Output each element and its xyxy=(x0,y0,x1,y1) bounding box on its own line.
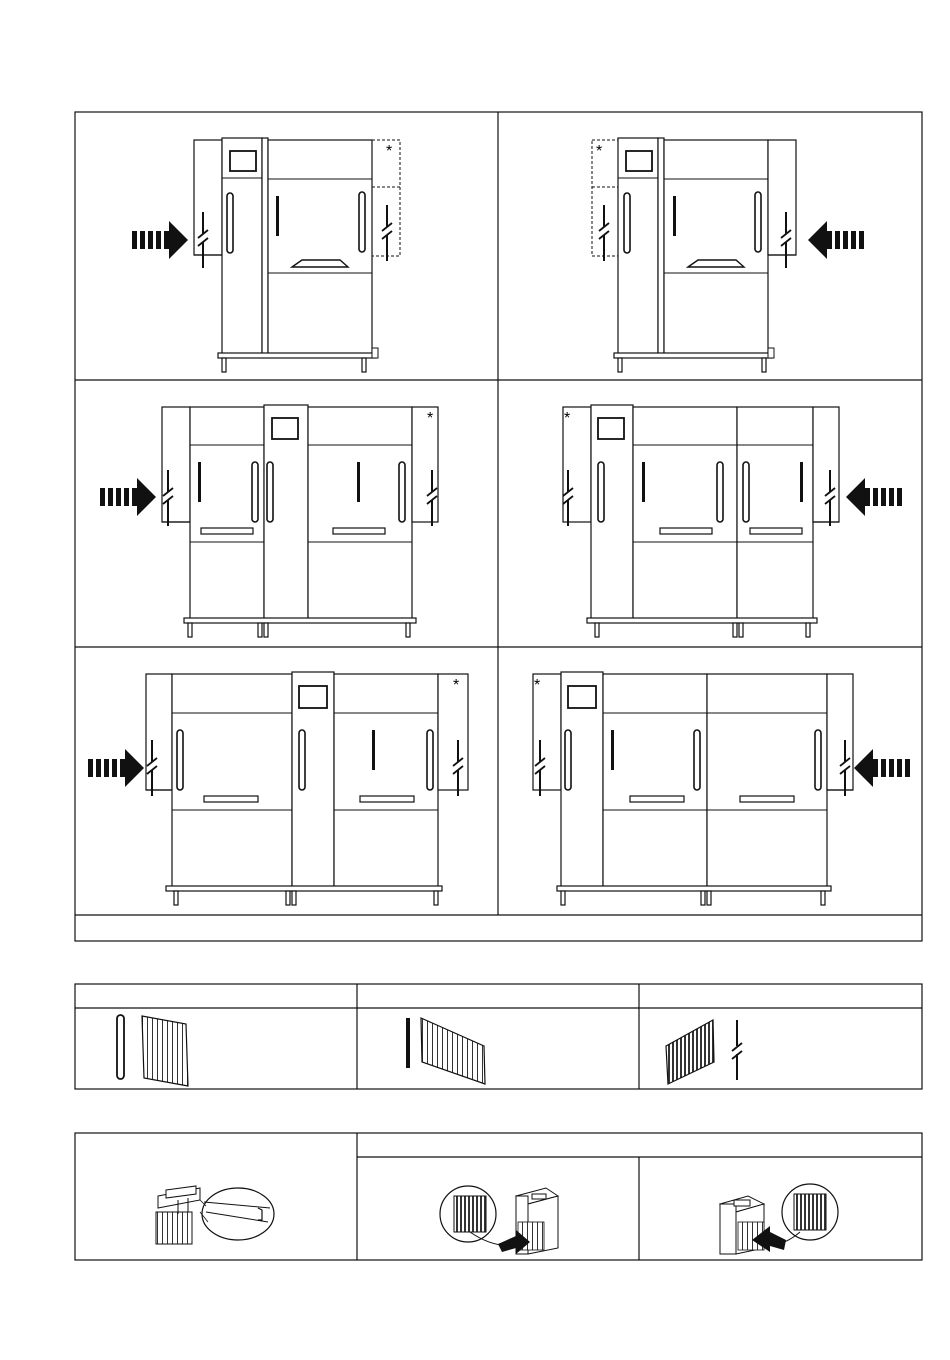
asterisk-mark: * xyxy=(596,143,603,160)
insert-curtain-right-icon xyxy=(720,1184,838,1254)
installation-table xyxy=(75,1133,922,1260)
right-arrow-icon xyxy=(132,221,188,259)
long-curtain-icon xyxy=(117,1015,188,1086)
asterisk-mark: * xyxy=(427,410,434,427)
machine-panel-bottom-left xyxy=(88,672,468,905)
machine-panel-mid-right xyxy=(563,405,902,637)
asterisk-mark: * xyxy=(453,677,460,694)
short-curtain-icon xyxy=(406,1018,485,1084)
machine-panel-mid-left xyxy=(100,405,438,637)
left-arrow-icon xyxy=(808,221,864,259)
machine-panel-bottom-right xyxy=(533,672,910,905)
asterisk-mark: * xyxy=(386,143,393,160)
machine-panel-top-left xyxy=(132,138,400,372)
curtain-hook-detail-icon xyxy=(156,1186,274,1244)
asterisk-mark: * xyxy=(534,677,541,694)
curtain-types-table xyxy=(75,984,922,1089)
split-curtain-icon xyxy=(666,1020,742,1084)
machine-panel-top-right xyxy=(592,138,864,372)
insert-curtain-left-icon xyxy=(440,1186,558,1254)
asterisk-mark: * xyxy=(564,410,571,427)
